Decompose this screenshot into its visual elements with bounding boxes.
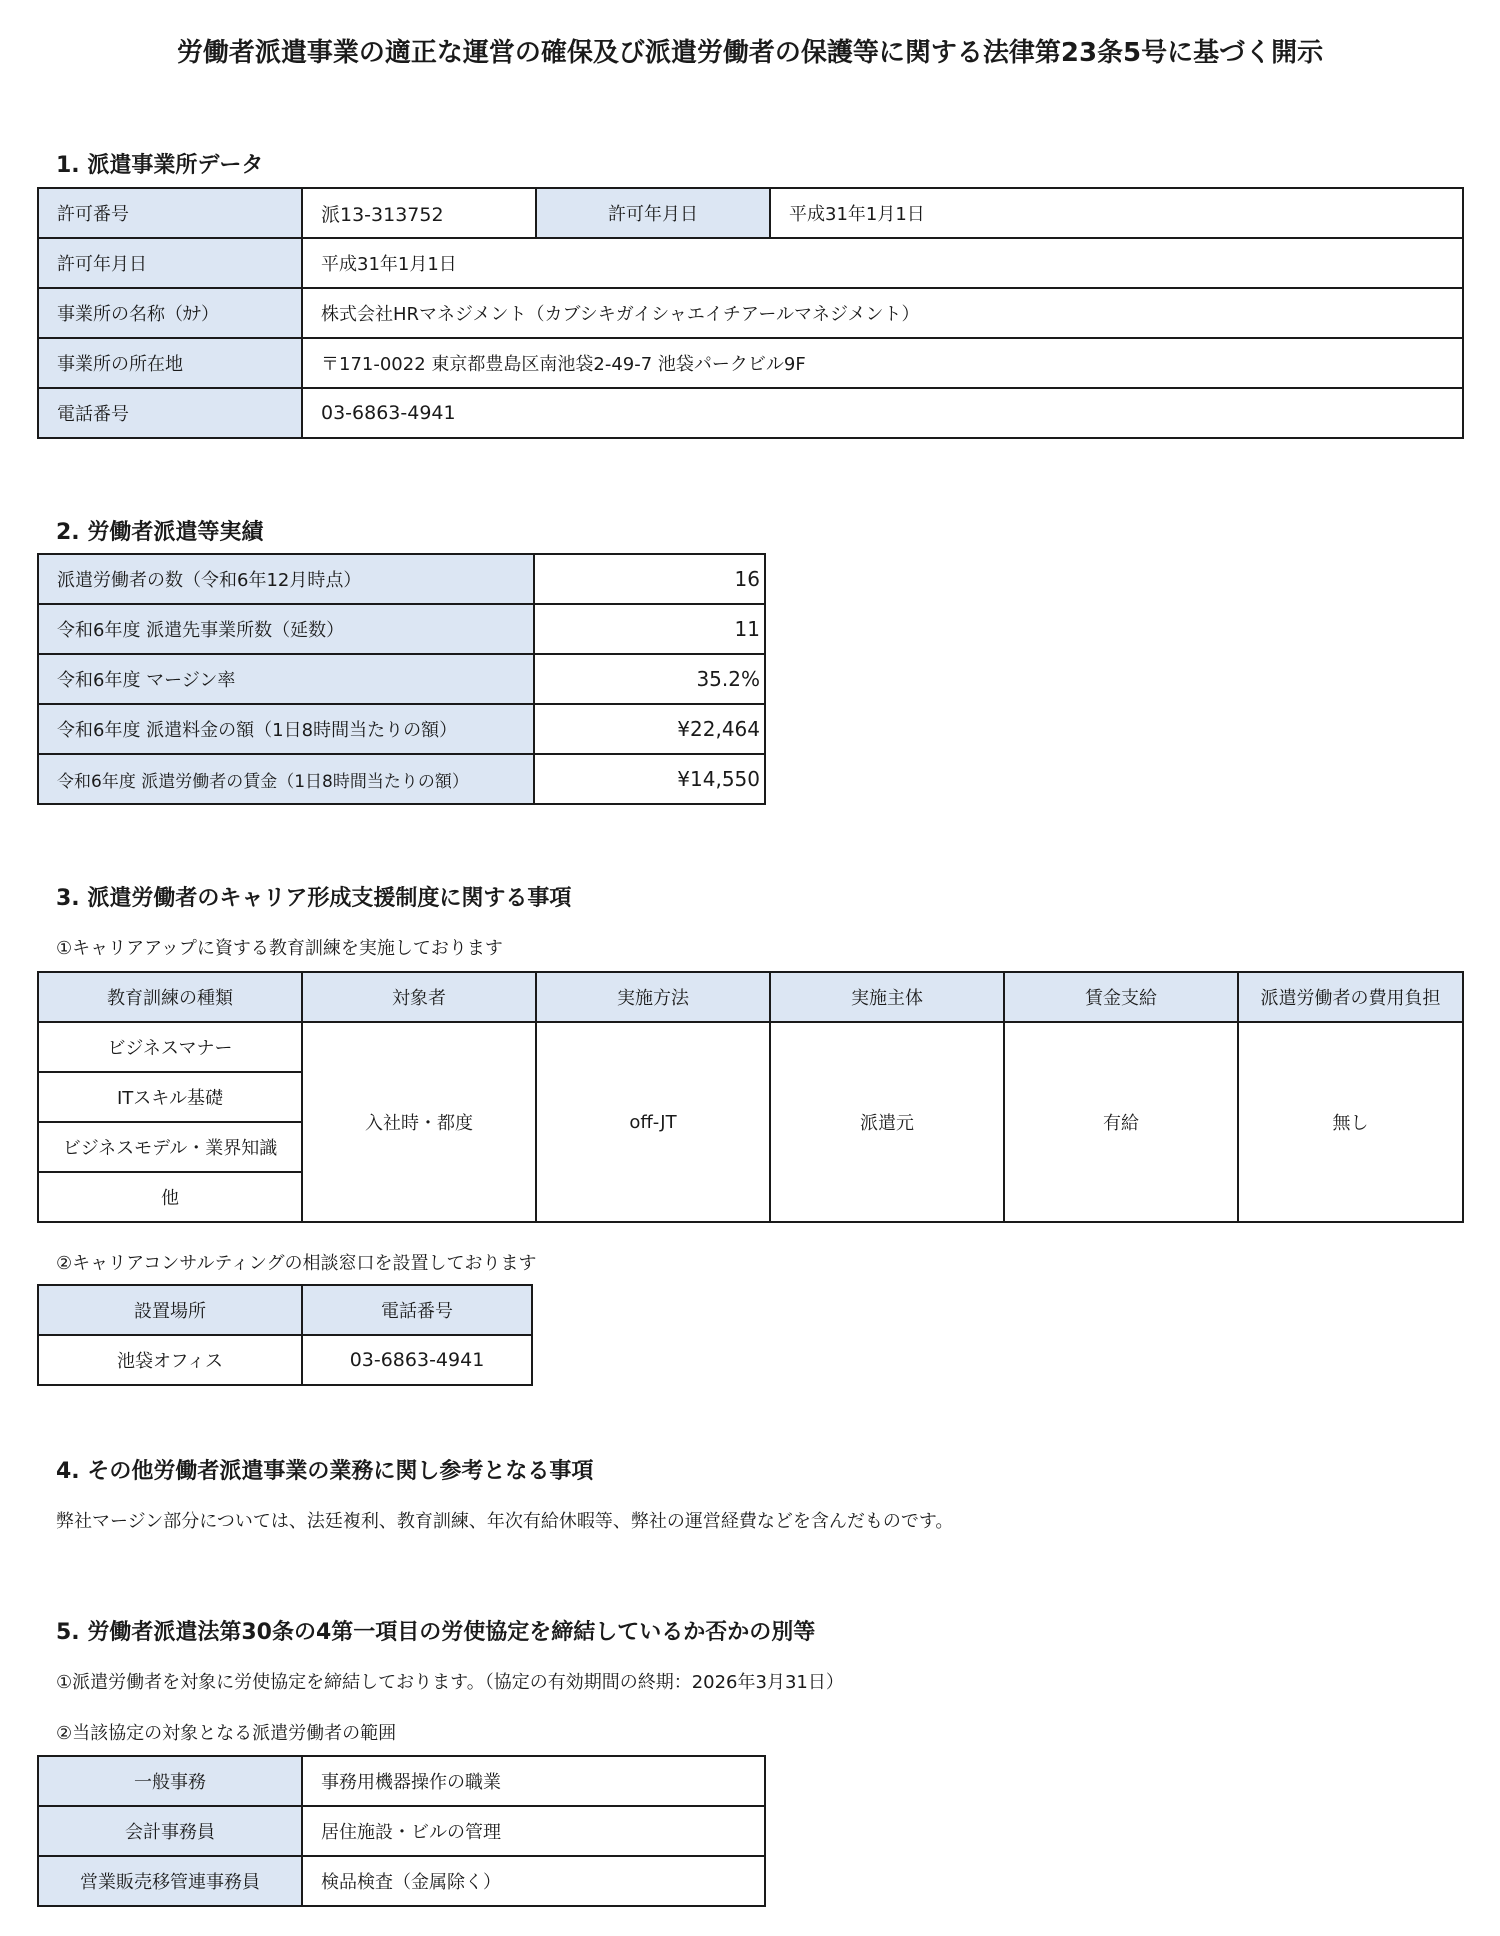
scope-value: 事務用機器操作の職業	[302, 1756, 765, 1806]
row-value: 11	[534, 604, 765, 654]
row-value: 16	[534, 554, 765, 604]
office-name-value: 株式会社HRマネジメント（カブシキガイシャエイチアールマネジメント）	[302, 288, 1463, 338]
scope-label: 会計事務員	[38, 1806, 302, 1856]
office-name-label: 事業所の名称（ｶﾅ）	[38, 288, 302, 338]
office-address-value: 〒171-0022 東京都豊島区南池袋2-49-7 池袋パークビル9F	[302, 338, 1463, 388]
row-label: 令和6年度 派遣料金の額（1日8時間当たりの額）	[38, 704, 534, 754]
permit-number-value: 派13-313752	[302, 188, 536, 238]
header-target: 対象者	[302, 972, 536, 1022]
consult-note: ②キャリアコンサルティングの相談窓口を設置しております	[56, 1253, 537, 1274]
scope-value: 居住施設・ビルの管理	[302, 1806, 765, 1856]
permit-date-label-inline: 許可年月日	[536, 188, 770, 238]
training-type-item: 他	[38, 1172, 302, 1222]
row-value: ¥22,464	[534, 704, 765, 754]
header-method: 実施方法	[536, 972, 770, 1022]
header-provider: 実施主体	[770, 972, 1004, 1022]
margin-note: 弊社マージン部分については、法廷複利、教育訓練、年次有給休暇等、弊社の運営経費などを含んだものです。	[56, 1511, 954, 1532]
permit-date-value: 平成31年1月1日	[302, 238, 1463, 288]
table-row	[38, 1856, 765, 1906]
training-target: 入社時・都度	[302, 1022, 536, 1222]
consult-table	[37, 1284, 533, 1386]
consult-location: 池袋オフィス	[38, 1335, 302, 1385]
row-value: ¥14,550	[534, 754, 765, 804]
row-label: 令和6年度 マージン率	[38, 654, 534, 704]
training-method: off-JT	[536, 1022, 770, 1222]
header-wage: 賃金支給	[1004, 972, 1238, 1022]
training-provider: 派遣元	[770, 1022, 1004, 1222]
header-cost: 派遣労働者の費用負担	[1238, 972, 1463, 1022]
phone-label: 電話番号	[38, 388, 302, 438]
training-type-item: ビジネスモデル・業界知識	[38, 1122, 302, 1172]
table-row	[38, 704, 765, 754]
office-address-label: 事業所の所在地	[38, 338, 302, 388]
row-label: 令和6年度 派遣先事業所数（延数）	[38, 604, 534, 654]
page-title: 労働者派遣事業の適正な運営の確保及び派遣労働者の保護等に関する法律第23条5号に基づく開示	[176, 38, 1324, 68]
training-type-item: ITスキル基礎	[38, 1072, 302, 1122]
permit-number-label: 許可番号	[38, 188, 302, 238]
scope-label: 一般事務	[38, 1756, 302, 1806]
training-wage: 有給	[1004, 1022, 1238, 1222]
permit-date-label: 許可年月日	[38, 238, 302, 288]
section3-heading: 3. 派遣労働者のキャリア形成支援制度に関する事項	[56, 886, 572, 911]
training-cost: 無し	[1238, 1022, 1463, 1222]
table-row	[38, 554, 765, 604]
table-row	[38, 1806, 765, 1856]
header-training-type: 教育訓練の種類	[38, 972, 302, 1022]
scope-label: 営業販売移管連事務員	[38, 1856, 302, 1906]
permit-date-value-inline: 平成31年1月1日	[770, 188, 1463, 238]
table-row	[38, 604, 765, 654]
section2-heading: 2. 労働者派遣等実績	[56, 520, 264, 545]
agreement-note: ①派遣労働者を対象に労使協定を締結しております。（協定の有効期間の終期：2026年3月31日）	[56, 1672, 844, 1693]
table-row	[38, 754, 765, 804]
row-value: 35.2%	[534, 654, 765, 704]
training-table	[37, 971, 1464, 1223]
section4-heading: 4. その他労働者派遣事業の業務に関し参考となる事項	[56, 1459, 594, 1484]
training-type-item: ビジネスマナー	[38, 1022, 302, 1072]
header-phone: 電話番号	[302, 1285, 532, 1335]
header-location: 設置場所	[38, 1285, 302, 1335]
row-label: 令和6年度 派遣労働者の賃金（1日8時間当たりの額）	[38, 754, 534, 804]
training-note: ①キャリアアップに資する教育訓練を実施しております	[56, 938, 503, 959]
scope-value: 検品検査（金属除く）	[302, 1856, 765, 1906]
table-row	[38, 1756, 765, 1806]
scope-note: ②当該協定の対象となる派遣労働者の範囲	[56, 1723, 397, 1744]
table-row	[38, 654, 765, 704]
section5-heading: 5. 労働者派遣法第30条の4第一項目の労使協定を締結しているか否かの別等	[56, 1620, 816, 1645]
section1-heading: 1. 派遣事業所データ	[56, 153, 264, 178]
office-data-table	[37, 187, 1464, 439]
dispatch-results-table	[37, 553, 766, 805]
agreement-scope-table	[37, 1755, 766, 1907]
row-label: 派遣労働者の数（令和6年12月時点）	[38, 554, 534, 604]
consult-phone: 03-6863-4941	[302, 1335, 532, 1385]
phone-value: 03-6863-4941	[302, 388, 1463, 438]
